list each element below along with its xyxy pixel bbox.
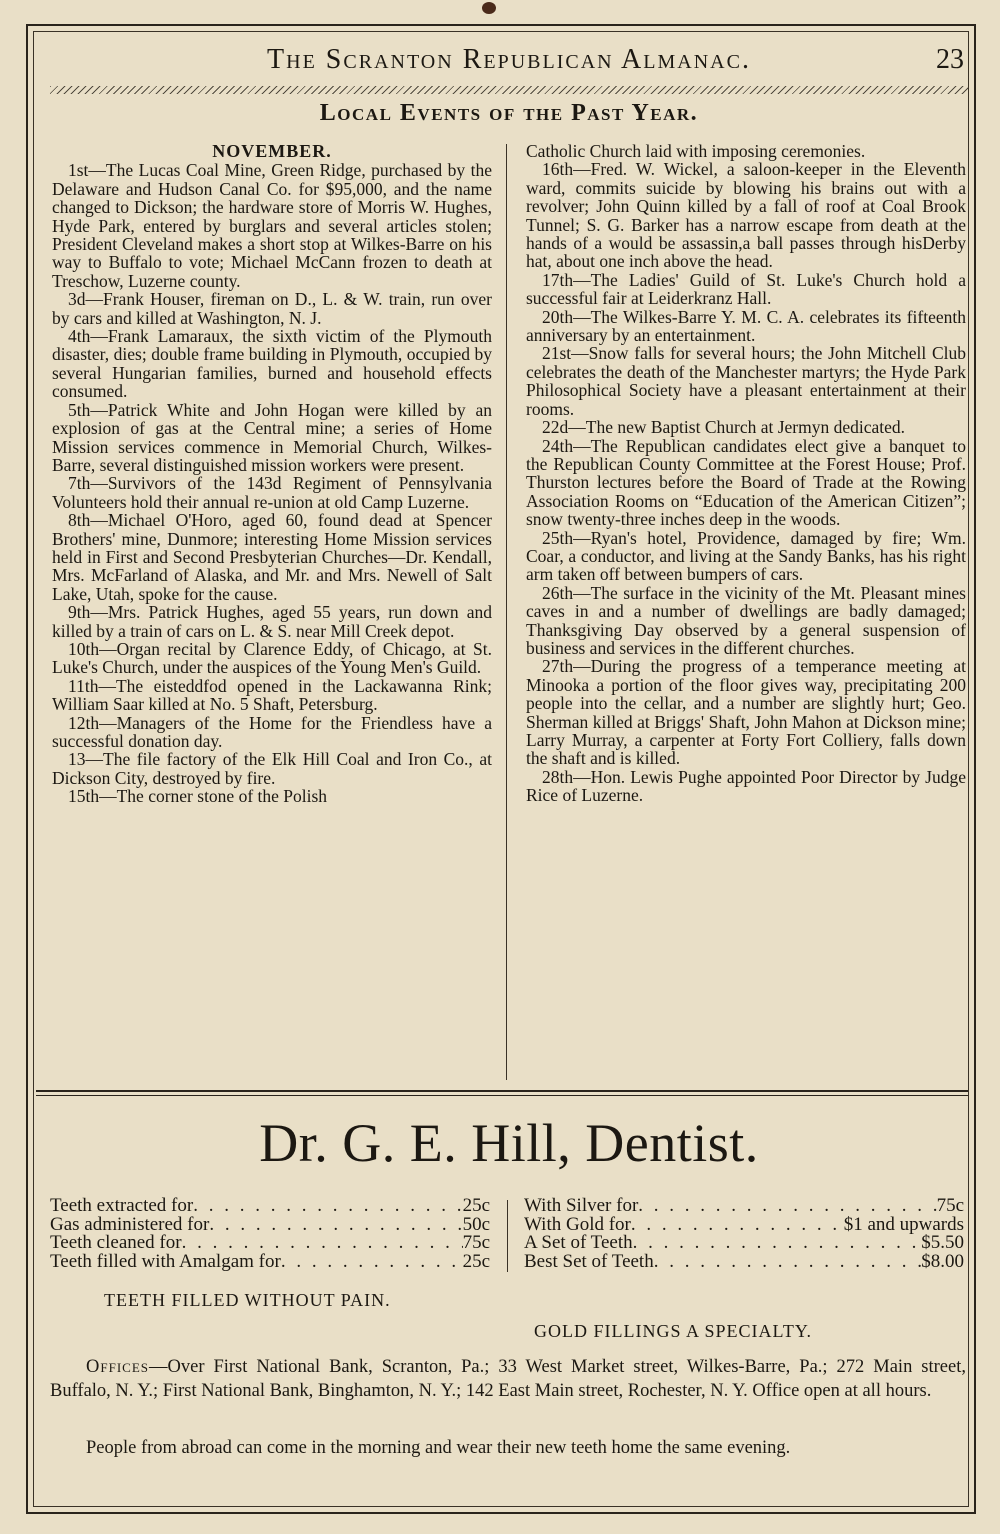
leader-dots [654, 1253, 922, 1272]
price-row [524, 1234, 964, 1253]
event-entry: 10th—Organ recital by Clarence Eddy, of Chicago, at St. Luke's Church, under the auspices of the Young Men's Guild. [52, 638, 492, 678]
leader-dots [193, 1197, 462, 1216]
event-entry: 21st—Snow falls for several hours; the John Mitchell Club celebrates the death of the Manchester martyrs; the Hyde Park Philosophical Society have a pleasant entertainment at their rooms. [526, 343, 966, 419]
price-value: $8.00 [921, 1250, 964, 1272]
price-row [50, 1234, 490, 1253]
advertisement-title: Dr. G. E. Hill, Dentist. [259, 1113, 759, 1173]
offices-text: —Over First National Bank, Scranton, Pa.; 33 West Market street, Wilkes-Barre, Pa.; 272 Main street, Buffalo, N. Y.; First National Bank, Binghamton, N. Y.; 142 East Main street, Rochester, N. Y. Office open at all hours. [50, 1357, 966, 1401]
leader-dots [638, 1197, 936, 1216]
leader-dots [631, 1216, 844, 1235]
price-label: Teeth filled with Amalgam for [50, 1250, 281, 1272]
event-entry: 12th—Managers of the Home for the Friendless have a successful donation day. [52, 712, 492, 751]
wavy-rule [50, 86, 968, 94]
leader-dots [209, 1216, 462, 1235]
event-entry: 27th—During the progress of a temperance meeting at Minooka a portion of the floor gives way, precipitating 200 people into the cellar, and a number are slightly hurt; Geo. Sherman killed at Briggs' Shaft, John Mahon at Dickson mine; Larry Murray, a carpenter at Forty Fort Colliery, falls down the shaft and is killed. [526, 656, 966, 769]
event-entry: 4th—Frank Lamaraux, the sixth victim of the Plymouth disaster, dies; double frame building in Plymouth, occupied by several Hungarian families, burned and household effects consumed. [52, 326, 492, 402]
slogan-gold-fillings: GOLD FILLINGS A SPECIALTY. [534, 1321, 813, 1341]
slogan-no-pain: TEETH FILLED WITHOUT PAIN. [104, 1290, 391, 1310]
price-value: 75c [462, 1232, 490, 1254]
price-value: 25c [462, 1250, 490, 1272]
event-entry: 8th—Michael O'Horo, aged 60, found dead at Spencer Brothers' mine, Dunmore; interesting Home Mission services held in First and Second Presbyterian Churches—Dr. Kendall, Mrs. McFarland of Alaska, and Mr. and Mrs. Newell of Salt Lake, Utah, spoke for the cause. [52, 510, 492, 604]
price-list-left [50, 1197, 490, 1271]
ink-stain [482, 2, 496, 14]
price-row [50, 1250, 490, 1272]
price-value: 50c [462, 1213, 490, 1235]
price-row [524, 1250, 964, 1272]
price-label: Teeth cleaned for [50, 1232, 182, 1254]
page-number: 23 [936, 44, 964, 75]
month-heading: NOVEMBER. [212, 142, 332, 161]
event-entry: 24th—The Republican candidates elect give a banquet to the Republican County Committee at the Forest House; Prof. Thurston lectures before the Board of Trade at the Rowing Association Rooms on “Education of the American Citizen”; snow twenty-three inches deep in the woods. [526, 435, 966, 530]
almanac-title: The Scranton Republican Almanac. [267, 44, 751, 75]
column-divider [506, 144, 507, 1080]
leader-dots [182, 1234, 463, 1253]
price-value: $1 and upwards [843, 1213, 964, 1235]
event-entry: 5th—Patrick White and John Hogan were killed by an explosion of gas at the Central mine; a series of Home Mission services commence in Memorial Church, Wilkes-Barre, several distinguished mission workers were present. [52, 399, 492, 475]
price-label: A Set of Teeth [524, 1232, 633, 1254]
event-entry: 22d—The new Baptist Church at Jermyn dedicated. [542, 417, 906, 438]
offices-paragraph [50, 1355, 966, 1403]
event-entry: 28th—Hon. Lewis Pughe appointed Poor Director by Judge Rice of Luzerne. [526, 766, 966, 806]
event-entry: 3d—Frank Houser, fireman on D., L. & W. train, run over by cars and killed at Washington, N. J. [52, 289, 492, 328]
event-entry: 17th—The Ladies' Guild of St. Luke's Church hold a successful fair at Leiderkranz Hall. [526, 269, 966, 309]
price-label: Gas administered for [50, 1213, 210, 1235]
price-label: Teeth extracted for [50, 1195, 194, 1216]
offices-lead: Offices [86, 1357, 149, 1377]
price-divider [507, 1200, 508, 1272]
event-entry: 7th—Survivors of the 143d Regiment of Pennsylvania Volunteers hold their annual re-union at old Camp Luzerne. [52, 473, 492, 512]
price-label: With Gold for [524, 1213, 631, 1235]
price-label: Best Set of Teeth [524, 1250, 654, 1272]
event-entry: 1st—The Lucas Coal Mine, Green Ridge, purchased by the Delaware and Hudson Canal Co. for $95,000, and the name changed to Dickson; the hardware store of Morris W. Hughes, Hyde Park, entered by burglars and several articles stolen; President Cleveland makes a short stop at Wilkes-Barre on his way to Buffalo to vote; Michael McCann frozen to death at Treschow, Luzerne county. [52, 160, 492, 291]
event-entry: 16th—Fred. W. Wickel, a saloon-keeper in the Eleventh ward, commits suicide by blowing his brains out with a revolver; John Quinn killed by a fall of roof at Coal Brook Tunnel; S. G. Barker has a narrow escape from death at the hands of a would be assassin,a ball passes through hisDerby hat, about one inch above the head. [526, 159, 966, 272]
event-entry: 26th—The surface in the vicinity of the Mt. Pleasant mines caves in and a number of dwellings are badly damaged; Thanksgiving Day observed by a general suspension of business and services in the different churches. [526, 582, 966, 658]
price-value: $5.50 [921, 1232, 964, 1254]
leader-dots [281, 1253, 463, 1272]
price-value: 25c [462, 1195, 490, 1216]
price-label: With Silver for [524, 1195, 639, 1216]
leader-dots [633, 1234, 922, 1253]
event-entry: 20th—The Wilkes-Barre Y. M. C. A. celebrates its fifteenth anniversary by an entertainment. [526, 306, 966, 346]
event-continuation: Catholic Church laid with imposing ceremonies. [526, 142, 866, 161]
left-column [52, 142, 492, 1084]
price-list-right [524, 1197, 964, 1271]
event-entry: 25th—Ryan's hotel, Providence, damaged by fire; Wm. Coar, a conductor, and living at the Sandy Banks, has his right arm taken off between bumpers of cars. [526, 527, 966, 585]
closing-paragraph: People from abroad can come in the morning and wear their new teeth home the same evening. [86, 1438, 791, 1458]
advertisement-rule [36, 1090, 968, 1096]
section-title: Local Events of the Past Year. [319, 100, 699, 126]
price-row [50, 1197, 490, 1216]
event-entry: 11th—The eisteddfod opened in the Lackawanna Rink; William Saar killed at No. 5 Shaft, Petersburg. [52, 675, 492, 715]
price-value: 75c [936, 1195, 964, 1216]
running-head [50, 44, 968, 84]
right-column [526, 142, 966, 1084]
price-row [524, 1197, 964, 1216]
event-entry: 13—The file factory of the Elk Hill Coal and Iron Co., at Dickson City, destroyed by fire. [52, 749, 492, 788]
event-entry: 15th—The corner stone of the Polish [68, 786, 328, 807]
event-entry: 9th—Mrs. Patrick Hughes, aged 55 years, run down and killed by a train of cars on L. & S. near Mill Creek depot. [52, 602, 492, 641]
